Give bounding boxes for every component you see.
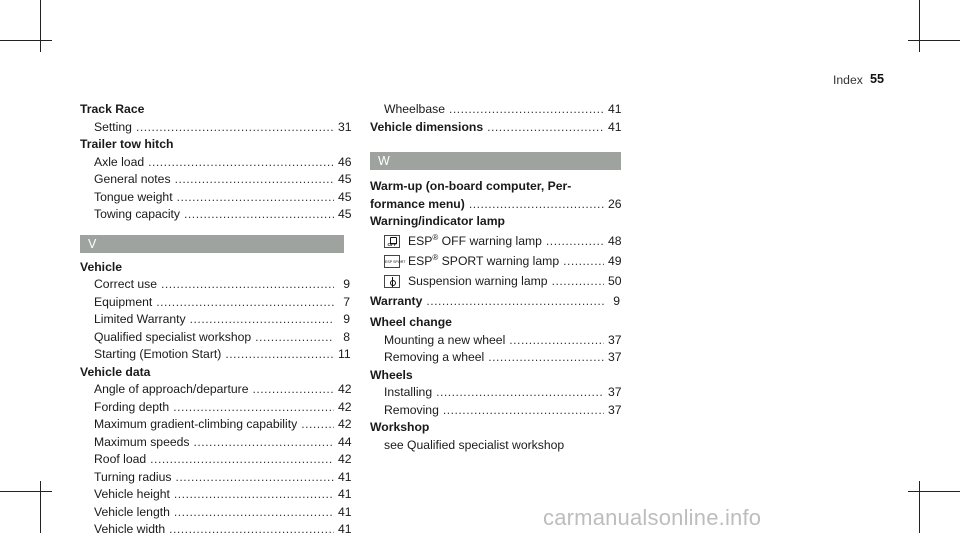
- page-ref[interactable]: 9: [613, 293, 620, 308]
- page-ref[interactable]: 37: [608, 402, 622, 417]
- page-ref[interactable]: 37: [608, 385, 622, 399]
- page-ref[interactable]: 37: [608, 332, 622, 347]
- index-heading: Wheel change: [370, 315, 452, 329]
- index-subentry: Vehicle width: [94, 522, 166, 536]
- esp-off-icon: OFF: [384, 235, 400, 248]
- page-ref[interactable]: 9: [343, 312, 350, 326]
- suspension-icon: [384, 275, 400, 288]
- page-ref[interactable]: 42: [338, 399, 352, 414]
- crop-mark: [919, 481, 920, 533]
- lamp-prefix: ESP: [408, 253, 433, 268]
- index-subentry: OFF warning lamp: [438, 233, 542, 248]
- page-ref[interactable]: 37: [608, 350, 622, 364]
- index-heading: Vehicle: [80, 259, 123, 274]
- index-heading: Warning/indicator lamp: [370, 214, 505, 228]
- index-entry-workshop: [370, 419, 620, 454]
- page-ref[interactable]: 42: [338, 382, 352, 396]
- index-subentry: Installing: [384, 385, 433, 399]
- index-heading-cont: formance menu): [370, 196, 465, 211]
- index-subentry: Qualified specialist workshop: [94, 329, 252, 344]
- page-ref[interactable]: 8: [343, 329, 350, 344]
- page-ref[interactable]: 42: [338, 417, 352, 431]
- see-reference[interactable]: see Qualified specialist workshop: [384, 437, 565, 452]
- lamp-prefix: ESP: [408, 233, 433, 248]
- page-ref[interactable]: 9: [343, 277, 350, 291]
- crop-mark: [908, 40, 960, 41]
- page-ref[interactable]: 41: [608, 102, 622, 116]
- index-entry-warm-up: [370, 178, 620, 213]
- index-subentry: Angle of approach/departure: [94, 382, 249, 396]
- page-ref[interactable]: 45: [338, 172, 352, 186]
- index-column-right: [370, 101, 620, 454]
- index-entry-warning-lamp: Warning/indicator lamp OFF ESP® OFF warning lamp ..... 48 ESP SPORT ESP® SPORT warning lamp ..... 49 Suspension warning lamp ..... 50: [370, 213, 620, 291]
- page-ref[interactable]: 45: [338, 189, 352, 204]
- index-subentry: Starting (Emotion Start): [94, 347, 222, 361]
- page-ref[interactable]: 41: [338, 522, 352, 536]
- index-subentry: Vehicle height: [94, 487, 170, 501]
- crop-mark: [919, 0, 920, 52]
- index-entry-wheels: [370, 367, 620, 420]
- page-ref[interactable]: 45: [338, 207, 352, 221]
- page-ref[interactable]: 44: [338, 434, 352, 449]
- crop-mark: [40, 481, 41, 533]
- index-subentry: Limited Warranty: [94, 312, 186, 326]
- index-subentry: Removing a wheel: [384, 350, 485, 364]
- section-letter-v: V: [80, 235, 344, 253]
- index-subentry: Setting: [94, 119, 132, 134]
- index-subentry: Suspension warning lamp: [408, 273, 548, 288]
- index-label: Index: [833, 73, 863, 87]
- index-subentry: Turning radius: [94, 469, 172, 484]
- page-ref[interactable]: 41: [338, 487, 352, 501]
- page-number: 55: [870, 72, 885, 86]
- index-subentry: SPORT warning lamp: [438, 253, 560, 268]
- crop-mark: [0, 491, 52, 492]
- page-ref[interactable]: 46: [338, 154, 352, 169]
- page-ref[interactable]: 42: [338, 452, 352, 466]
- page-ref[interactable]: 50: [608, 273, 622, 288]
- page-ref[interactable]: 41: [338, 469, 352, 484]
- index-entry-vehicle: [80, 259, 350, 364]
- index-entry-track-race: [80, 101, 350, 136]
- index-heading: Trailer tow hitch: [80, 137, 174, 151]
- index-heading: Warm-up (on-board computer, Per-: [370, 179, 572, 193]
- page-ref[interactable]: 11: [338, 347, 351, 361]
- index-subentry: Wheelbase: [384, 102, 445, 116]
- page-ref[interactable]: 41: [338, 504, 352, 519]
- crop-mark: [0, 40, 52, 41]
- page-ref[interactable]: 7: [343, 294, 350, 309]
- index-heading: Vehicle dimensions: [370, 119, 484, 134]
- index-entry-vehicle-data: [80, 364, 350, 539]
- page-ref[interactable]: 49: [608, 253, 622, 268]
- section-letter-w: W: [370, 152, 621, 170]
- index-subentry: Fording depth: [94, 399, 170, 414]
- index-subentry: Maximum speeds: [94, 434, 190, 449]
- index-subentry: General notes: [94, 172, 171, 186]
- index-heading: Vehicle data: [80, 364, 151, 379]
- index-heading: Warranty: [370, 293, 423, 308]
- index-subentry: Roof load: [94, 452, 147, 466]
- page-ref[interactable]: 48: [608, 233, 622, 248]
- index-subentry: Tongue weight: [94, 189, 173, 204]
- index-entry-trailer-tow-hitch: [80, 136, 350, 224]
- index-heading: Track Race: [80, 102, 145, 116]
- page-ref[interactable]: 31: [338, 119, 352, 134]
- index-subentry: Towing capacity: [94, 207, 181, 221]
- watermark: carmanualsonline.info: [543, 505, 762, 530]
- index-heading: Wheels: [370, 367, 413, 382]
- index-column-left: [80, 101, 350, 539]
- index-entry-wheel-change: [370, 314, 620, 367]
- page-ref[interactable]: 26: [608, 196, 622, 211]
- index-subentry: Axle load: [94, 154, 145, 169]
- crop-mark: [40, 0, 41, 52]
- index-subentry: Equipment: [94, 294, 153, 309]
- index-subentry: Correct use: [94, 277, 157, 291]
- page-ref[interactable]: 41: [608, 119, 622, 134]
- index-heading: Workshop: [370, 420, 430, 434]
- index-subentry: Mounting a new wheel: [384, 332, 506, 347]
- crop-mark: [908, 491, 960, 492]
- index-subentry: Vehicle length: [94, 504, 170, 519]
- index-subentry: Removing: [384, 402, 439, 417]
- index-subentry: Maximum gradient-climbing capability: [94, 417, 298, 431]
- esp-sport-icon: ESP SPORT: [384, 255, 400, 268]
